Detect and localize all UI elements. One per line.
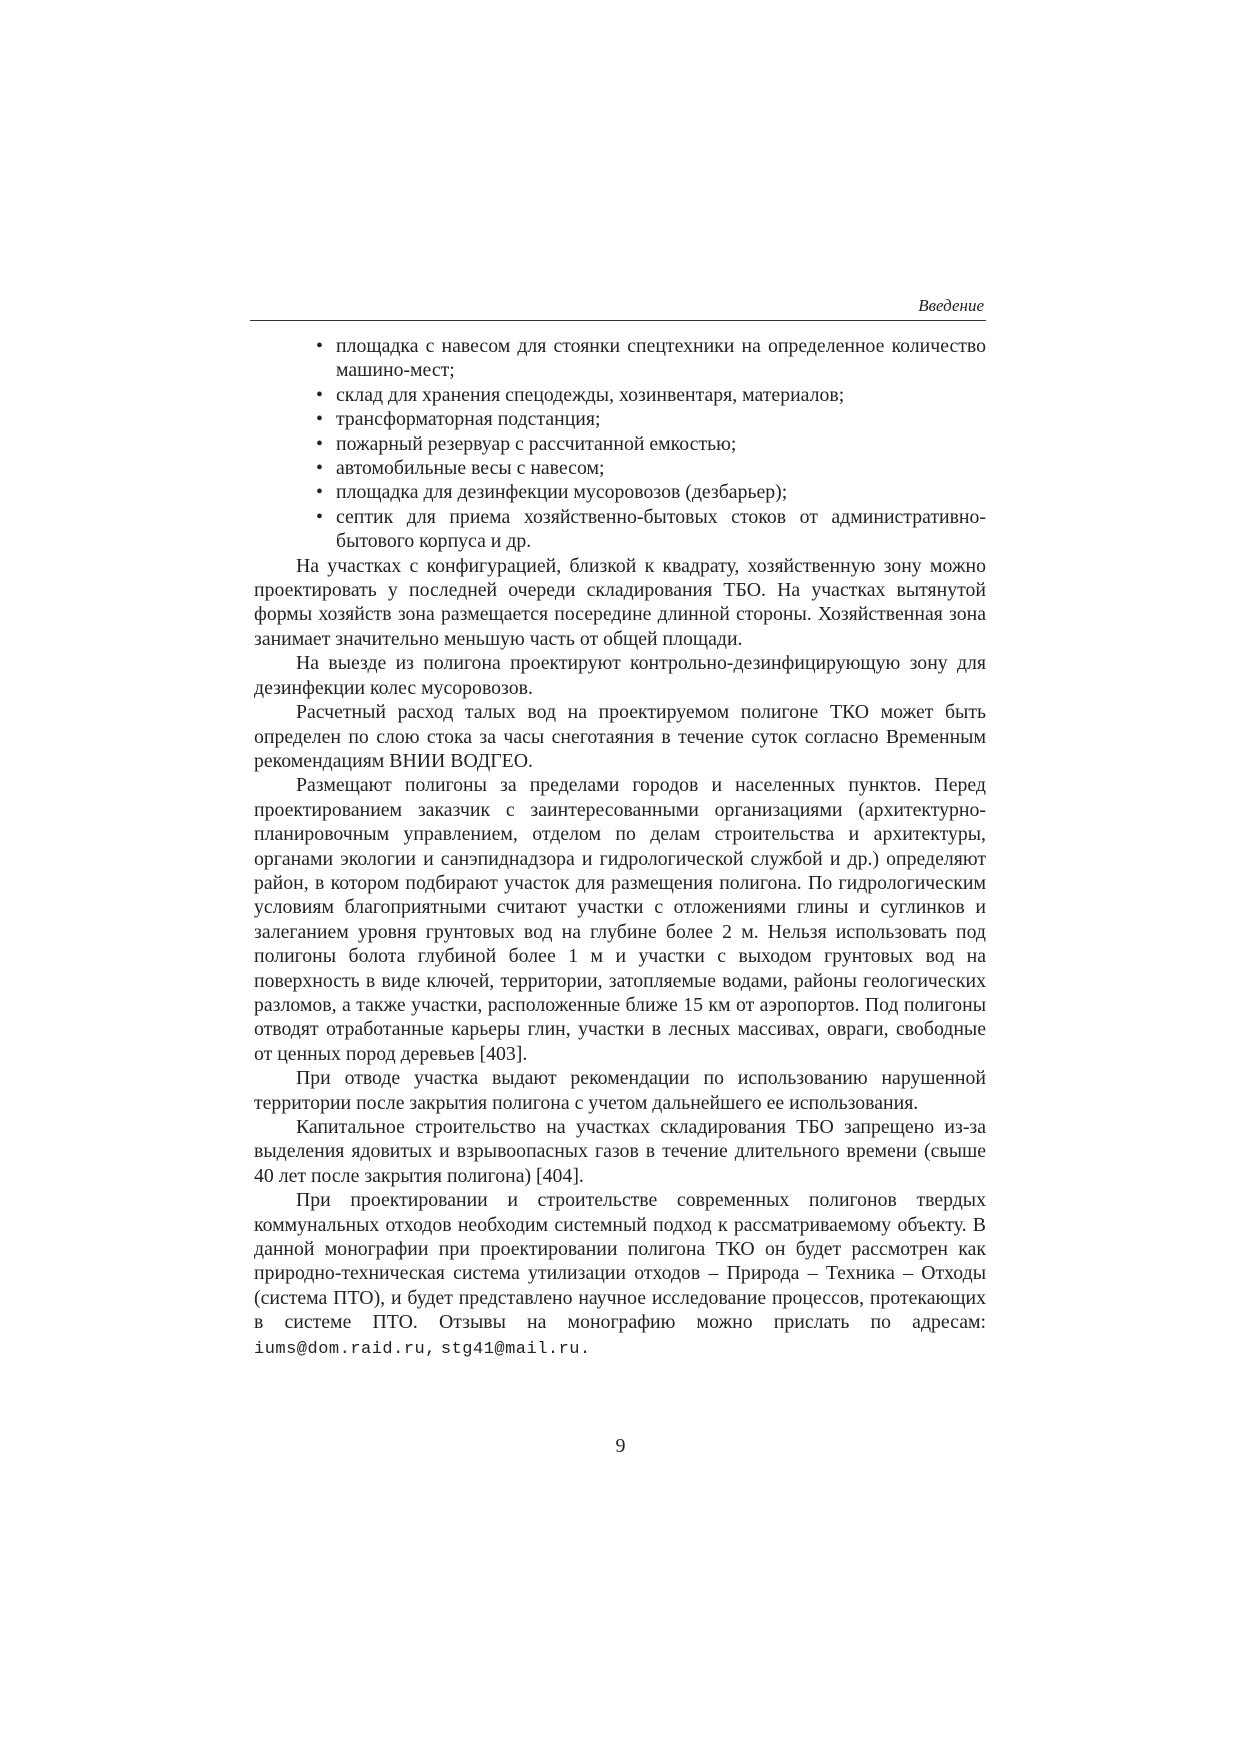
paragraph: На участках с конфигурацией, близкой к квадрату, хозяйственную зону можно проектировать у последней очереди складирования ТБО. На участках вытянутой формы хозяйств зона размещается посередине длинной стороны. Хозяйственная зона занимает значительно меньшую часть от общей площади. bbox=[254, 554, 986, 650]
list-item: • пожарный резервуар с рассчитанной емкостью; bbox=[316, 432, 986, 456]
paragraph: На выезде из полигона проектируют контрольно-дезинфицирующую зону для дезинфекции колес мусоровозов. bbox=[254, 652, 986, 699]
list-item: • площадка с навесом для стоянки спецтехники на определенное количество машино-мест; bbox=[316, 334, 986, 383]
list-item: • склад для хранения спецодежды, хозинвентаря, материалов; bbox=[316, 383, 986, 407]
running-title: Введение bbox=[918, 296, 984, 315]
email-separator: , bbox=[425, 1339, 436, 1359]
email-address-2[interactable]: stg41@mail.ru bbox=[440, 1339, 581, 1359]
page-number: 9 bbox=[615, 1435, 626, 1457]
list-item: • площадка для дезинфекции мусоровозов (дезбарьер); bbox=[316, 480, 986, 504]
facility-list bbox=[254, 334, 986, 554]
running-header bbox=[250, 296, 986, 321]
paragraph-final bbox=[254, 1188, 986, 1362]
paragraph: Расчетный расход талых вод на проектируемом полигоне ТКО может быть определен по слою стока за часы снеготаяния в течение суток согласно Временным рекомендациям ВНИИ ВОДГЕО. bbox=[254, 701, 986, 772]
list-item: • автомобильные весы с навесом; bbox=[316, 456, 986, 480]
list-item: • септик для приема хозяйственно-бытовых стоков от административно-бытового корпуса и др. bbox=[316, 505, 986, 554]
email-address-1[interactable]: iums@dom.raid.ru bbox=[254, 1339, 426, 1359]
body-text bbox=[254, 334, 986, 1362]
paragraph: Размещают полигоны за пределами городов и населенных пунктов. Перед проектированием заказчик с заинтересованными организациями (архитектурно-планировочным управлением, отделом по делам строительства и архитектуры, органами экологии и санэпиднадзора и гидрологической службой и др.) определяют район, в котором подбирают участок для размещения полигона. По гидрологическим условиям благоприятными считают участки с отложениями глины и суглинков и залеганием уровня грунтовых вод на глубине более 2 м. Нельзя использовать под полигоны болота глубиной более 1 м и участки с выходом грунтовых вод на поверхность в виде ключей, территории, затопляемые водами, районы геологических разломов, а также участки, расположенные ближе 15 км от аэропортов. Под полигоны отводят отработанные карьеры глин, участки в лесных массивах, овраги, свободные от ценных пород деревьев [403]. bbox=[254, 774, 986, 1065]
paragraph: При отводе участка выдают рекомендации по использованию нарушенной территории после закрытия полигона с учетом дальнейшего ее использования. bbox=[254, 1067, 986, 1114]
paragraph: Капитальное строительство на участках складирования ТБО запрещено из-за выделения ядовитых и взрывоопасных газов в течение длительного времени (свыше 40 лет после закрытия полигона) [404]. bbox=[254, 1116, 986, 1187]
sentence-end: . bbox=[580, 1339, 591, 1359]
list-item: • трансформаторная подстанция; bbox=[316, 407, 986, 431]
paragraph-final-text: При проектировании и строительстве современных полигонов твердых коммунальных отходов необходим системный подход к рассматриваемому объекту. В данной монографии при проектировании полигона ТКО он будет рассмотрен как природно-техническая система утилизации отходов – Природа – Техника – Отходы (система ПТО), и будет представлено научное исследование процессов, протекающих в системе ПТО. Отзывы на монографию можно прислать по адресам: bbox=[254, 1189, 986, 1334]
